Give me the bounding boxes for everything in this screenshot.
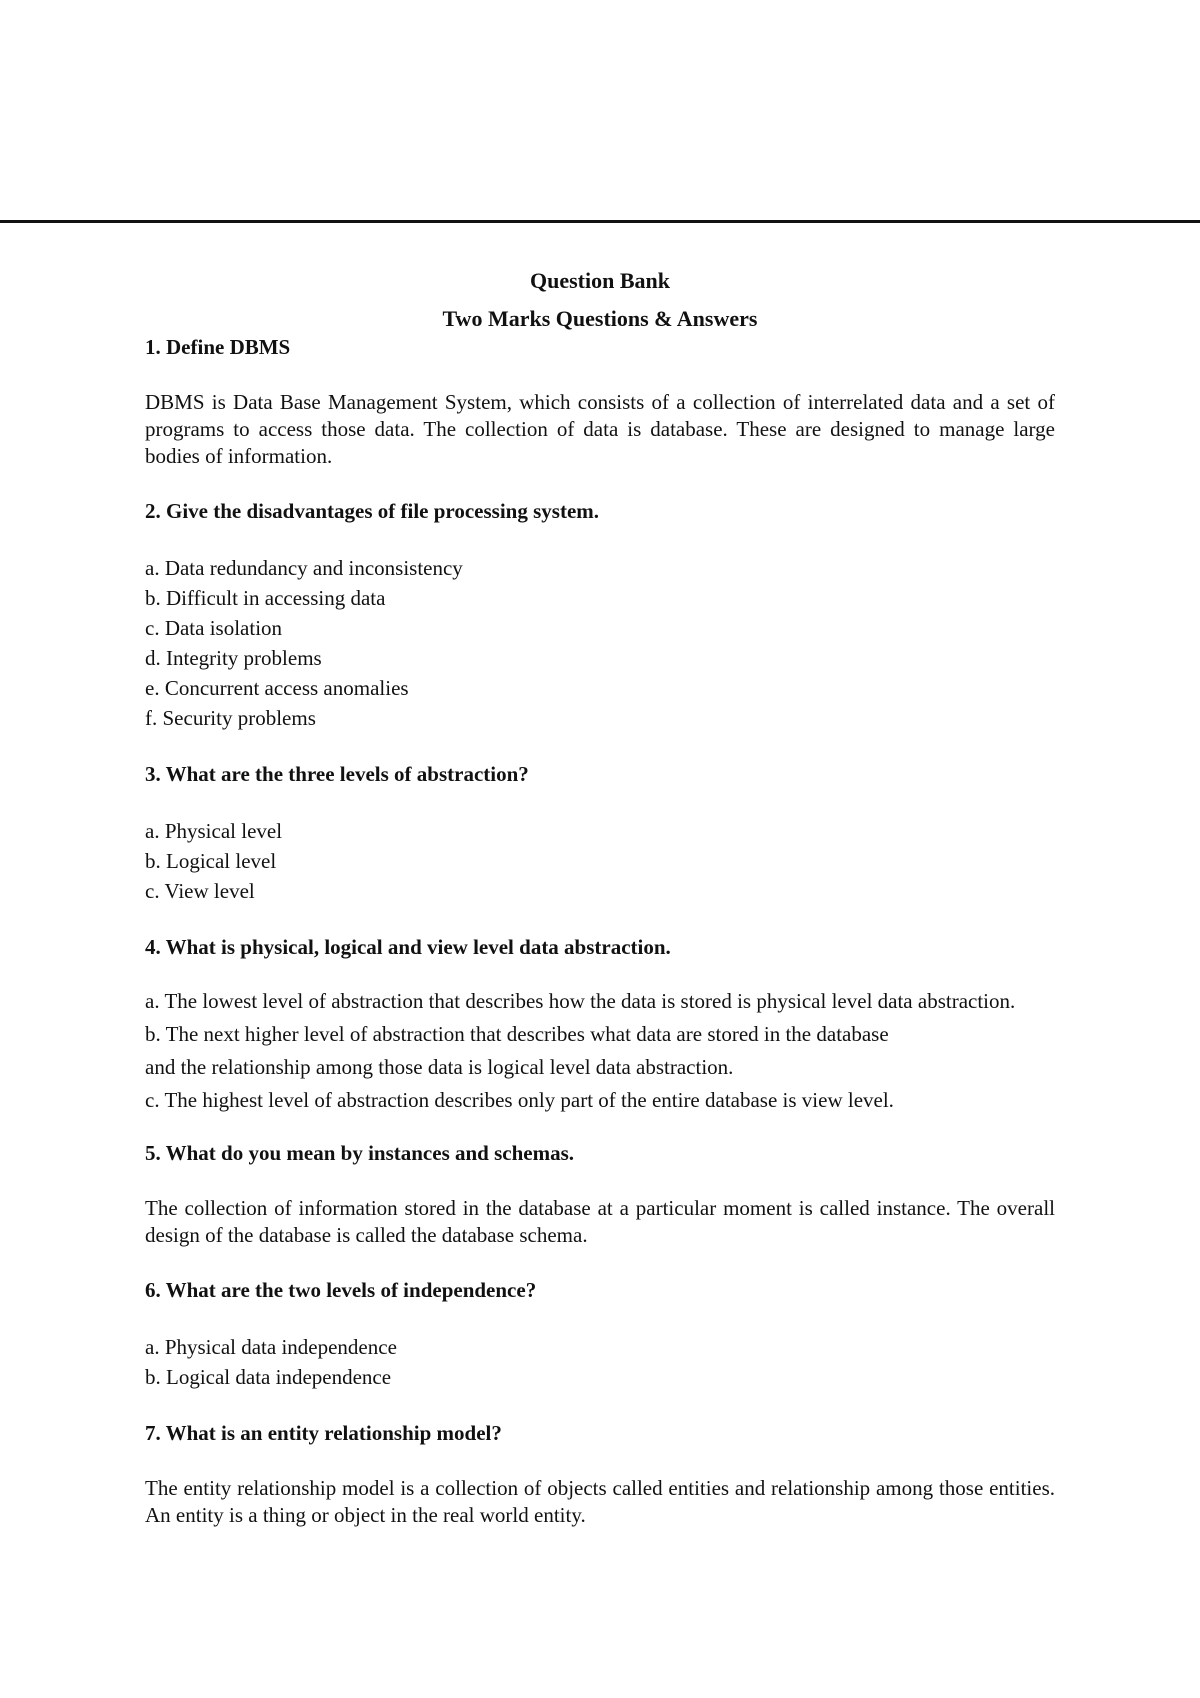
answer-item: a. Physical data independence [145,1335,397,1359]
answer-item: c. Data isolation [145,616,283,640]
answer-paragraph: DBMS is Data Base Management System, which consists of a collection of interrelated data and a set of programs to access those data. The collection of data is database. These are designed to manage large bodies of information. [145,390,1055,468]
answer-item: f. Security problems [145,706,316,730]
question-block-2 [145,498,1055,733]
question-heading: 4. What is physical, logical and view level data abstraction. [145,935,671,959]
answer-item: b. Logical data independence [145,1365,392,1389]
answer-item: b. Logical level [145,849,277,873]
answer-paragraph: The entity relationship model is a collection of objects called entities and relationship among those entities. An entity is a thing or object in the real world entity. [145,1476,1055,1527]
header-rule [0,220,1200,223]
answer-paragraph: The collection of information stored in the database at a particular moment is called instance. The overall design of the database is called the database schema. [145,1196,1055,1247]
answer-list [145,1332,1055,1392]
question-heading: 7. What is an entity relationship model? [145,1421,502,1445]
question-block-1 [145,334,1055,470]
page-subtitle: Two Marks Questions & Answers [442,306,758,331]
answer-item: b. The next higher level of abstraction that describes what data are stored in the database [145,1022,889,1046]
answer-item: and the relationship among those data is logical level data abstraction. [145,1055,734,1079]
answer-item: a. Data redundancy and inconsistency [145,556,463,580]
answer-item: c. View level [145,879,255,903]
question-block-7 [145,1420,1055,1529]
question-heading: 6. What are the two levels of independence? [145,1278,537,1302]
answer-item: a. Physical level [145,819,283,843]
answer-list [145,816,1055,906]
question-block-6 [145,1277,1055,1392]
answer-item: c. The highest level of abstraction describes only part of the entire database is view level. [145,1088,894,1112]
answer-list [145,553,1055,733]
page-content [145,266,1055,1529]
answer-item: a. The lowest level of abstraction that describes how the data is stored is physical level data abstraction. [145,989,1016,1013]
answer-item: e. Concurrent access anomalies [145,676,409,700]
answer-item: d. Integrity problems [145,646,322,670]
page-title: Question Bank [530,268,670,293]
answer-item: b. Difficult in accessing data [145,586,386,610]
question-block-3 [145,761,1055,906]
question-block-5 [145,1140,1055,1249]
answer-list [145,989,1055,1112]
question-heading: 1. Define DBMS [145,335,291,359]
question-heading: 5. What do you mean by instances and schemas. [145,1141,575,1165]
question-heading: 3. What are the three levels of abstraction? [145,762,529,786]
question-block-4 [145,934,1055,1112]
question-heading: 2. Give the disadvantages of file processing system. [145,499,600,523]
